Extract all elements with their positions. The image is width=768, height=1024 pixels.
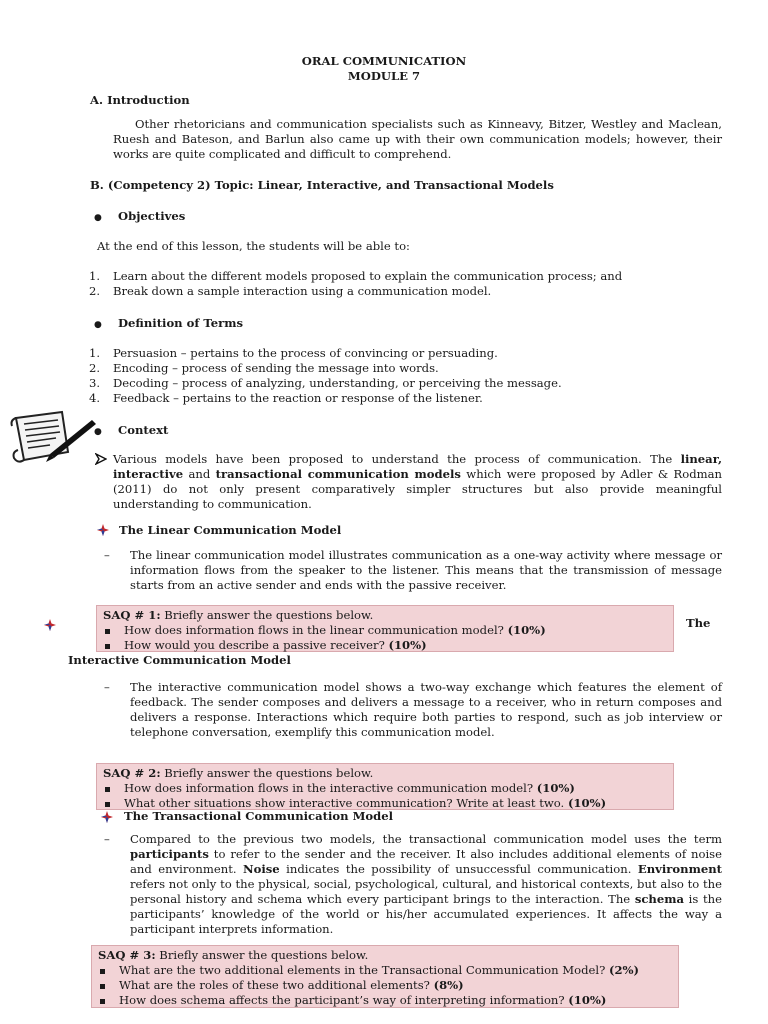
saq-1-box <box>96 605 674 652</box>
round-bullet-icon: ● <box>94 427 102 437</box>
list-item: What other situations show interactive communication? Write at least two. (10%) <box>103 796 665 811</box>
linear-heading: The Linear Communication Model <box>119 523 342 537</box>
paper-and-pen-icon <box>10 408 98 470</box>
list-item: 2. Break down a sample interaction using a communication model. <box>89 284 492 298</box>
context-heading-text: Context <box>118 423 169 437</box>
definitions-list <box>89 346 562 406</box>
linear-paragraph: The linear communication model illustrates communication as a one-way activity where message or information flows from the speaker to the listener. This means that the transmission of message starts from an active sender and ends with the passive receiver. <box>130 548 722 592</box>
list-item: How does schema affects the participant’s way of interpreting information? (10%) <box>98 993 670 1008</box>
section-a-heading: A. Introduction <box>90 93 190 107</box>
section-b-heading: B. (Competency 2) Topic: Linear, Interactive, and Transactional Models <box>90 178 554 192</box>
square-bullet-icon <box>105 787 110 792</box>
saq-2-title: SAQ # 2: Briefly answer the questions below. <box>103 766 374 780</box>
list-item: 3. Decoding – process of analyzing, understanding, or perceiving the message. <box>89 376 562 390</box>
intro-paragraph: Other rhetoricians and communication specialists such as Kinneavy, Bitzer, Westley and Maclean, Ruesh and Bateson, and Barlun also came up with their own communication models; however, their works are quite complicated and difficult to comprehend. <box>113 117 722 161</box>
interactive-heading-the: The <box>686 616 711 630</box>
transactional-heading: The Transactional Communication Model <box>124 809 394 823</box>
list-item: How would you describe a passive receiver? (10%) <box>103 638 665 653</box>
list-item: What are the roles of these two additional elements? (8%) <box>98 978 670 993</box>
square-bullet-icon <box>105 644 110 649</box>
objectives-heading <box>94 209 185 226</box>
interactive-heading: Interactive Communication Model <box>68 653 291 667</box>
objectives-intro: At the end of this lesson, the students will be able to: <box>97 239 410 253</box>
list-item: How does information flows in the interactive communication model? (10%) <box>103 781 665 796</box>
saq-3-box <box>91 945 679 1008</box>
square-bullet-icon <box>100 999 105 1004</box>
list-item: 4. Feedback – pertains to the reaction or response of the listener. <box>89 391 483 405</box>
objectives-list <box>89 269 622 299</box>
four-point-star-icon <box>44 619 56 631</box>
list-item: What are the two additional elements in the Transactional Communication Model? (2%) <box>98 963 670 978</box>
context-heading <box>94 423 168 440</box>
list-item: 1. Learn about the different models proposed to explain the communication process; and <box>89 269 623 283</box>
four-point-star-icon <box>97 524 109 536</box>
square-bullet-icon <box>105 629 110 634</box>
four-point-star-icon <box>101 811 113 823</box>
objectives-heading-text: Objectives <box>118 209 186 223</box>
round-bullet-icon: ● <box>94 320 102 330</box>
square-bullet-icon <box>100 984 105 989</box>
saq-2-box <box>96 763 674 810</box>
list-item: 1. Persuasion – pertains to the process of convincing or persuading. <box>89 346 498 360</box>
interactive-paragraph: The interactive communication model shows a two-way exchange which features the element of feedback. The sender composes and delivers a message to a receiver, who in return composes and delivers a response. Interactions which require both parties to respond, such as job interview or telephone conversation, exemplify this communication model. <box>130 680 722 739</box>
definitions-heading-text: Definition of Terms <box>118 316 243 330</box>
page-title: ORAL COMMUNICATION <box>301 54 467 68</box>
definitions-heading <box>94 316 243 333</box>
dash-marker: – <box>104 832 110 846</box>
arrowhead-bullet-icon <box>95 453 107 465</box>
list-item: 2. Encoding – process of sending the message into words. <box>89 361 439 375</box>
saq-1-title: SAQ # 1: Briefly answer the questions below. <box>103 608 374 622</box>
module-label: MODULE 7 <box>347 69 421 83</box>
saq-3-title: SAQ # 3: Briefly answer the questions below. <box>98 948 369 962</box>
context-paragraph: Various models have been proposed to understand the process of communication. The linear, interactive and transactional communication models which were proposed by Adler & Rodman (2011) do not only present comparatively simpler structures but also provide meaningful understanding to communication. <box>113 452 723 511</box>
square-bullet-icon <box>100 969 105 974</box>
round-bullet-icon: ● <box>94 213 102 223</box>
dash-marker: – <box>104 680 110 694</box>
list-item: How does information flows in the linear communication model? (10%) <box>103 623 665 638</box>
dash-marker: – <box>104 548 110 562</box>
transactional-paragraph: Compared to the previous two models, the transactional communication model uses the term participants to refer to the sender and the receiver. It also includes additional elements of noise and environment. Noise indicates the possibility of unsuccessful communication. Environment refers not only to the physical, social, psychological, cultural, and historical contexts, but also to the personal history and schema which every participant brings to the interaction. The schema is the participants’ knowledge of the world or his/her accumulated experiences. It affects the way a participant interprets information. <box>130 832 722 936</box>
square-bullet-icon <box>105 802 110 807</box>
